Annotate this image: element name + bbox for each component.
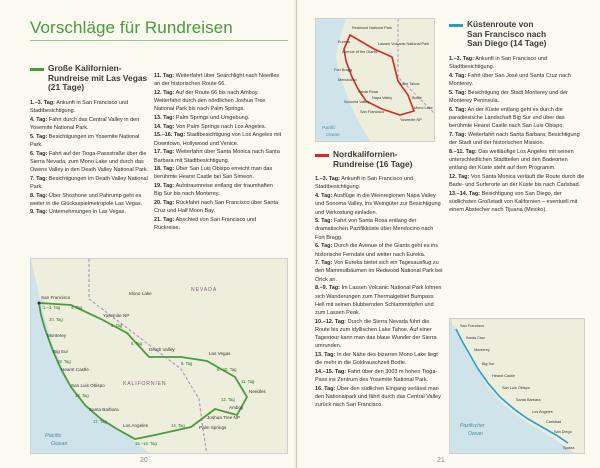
- day-description: Weiterfahrt über Santa Monica nach Santa Barbara mit Stadtbesichtigung.: [154, 149, 280, 164]
- day-marker: 6. Tag: [131, 341, 143, 346]
- itinerary-day: [449, 148, 585, 173]
- place-label: Hearst Castle: [61, 367, 89, 372]
- day-label: 8.–9. Tag:: [315, 285, 340, 292]
- day-marker: 8. Tag: [181, 361, 193, 366]
- day-description: Abschied von San Francisco und Rückreise.: [154, 216, 257, 232]
- place-label: Mono Lake: [129, 291, 152, 296]
- itinerary-day: [315, 351, 443, 367]
- place-label: San Diego: [554, 430, 572, 434]
- place-label: Santa Barbara: [516, 398, 541, 402]
- day-description: Von Eureka bietet sich ein Tagesausflug zu den Mammutbäumen im Redwood National Park bei Orick an.: [315, 260, 443, 283]
- region-label: KALIFORNIEN: [123, 381, 167, 387]
- day-label: 21. Tag:: [154, 216, 175, 223]
- day-description: Fahrt auf der Tioga-Passstraße über die Sierra Nevada, zum Mono Lake und durch das Owens Valley in den Death Valley National Park.: [30, 150, 149, 173]
- itinerary-day: [30, 175, 150, 191]
- day-label: 4. Tag:: [315, 193, 333, 200]
- itinerary-day: [154, 123, 282, 131]
- route3-heading: [449, 20, 585, 49]
- page-number-right: 21: [437, 457, 445, 464]
- itinerary-day: [449, 106, 585, 131]
- place-label: Yosemite NP: [103, 313, 130, 318]
- itinerary-day: [154, 114, 282, 122]
- day-description: Ankunft in San Francisco und Stadtbesichtigung.: [449, 55, 548, 70]
- day-label: 1.–3. Tag:: [449, 55, 474, 62]
- title-rule: [30, 40, 288, 41]
- place-label: San Francisco: [460, 324, 485, 328]
- book-spine-shadow: [294, 0, 300, 468]
- day-marker: 12. Tag: [221, 397, 235, 402]
- day-marker: 15.–16. Tag: [135, 441, 157, 446]
- day-description: Von Palm Springs nach Los Angeles.: [174, 123, 267, 130]
- day-description: Über den südlichen Eingang verlässt man den Nationalpark und fährt durch das Central Valley zurück nach San Francisco.: [315, 385, 441, 409]
- route2-name-line1: Nordkalifornien-: [333, 149, 398, 159]
- day-description: Rückfahrt nach San Francisco über Santa Cruz und Half Moon Bay.: [154, 200, 279, 215]
- day-label: 7. Tag:: [315, 260, 333, 267]
- route2-color-bar: [315, 154, 329, 157]
- day-label: 6. Tag:: [315, 243, 333, 250]
- itinerary-day: [449, 190, 585, 215]
- place-label: Yosemite NP: [400, 118, 422, 122]
- place-label: Death Valley: [149, 347, 175, 352]
- day-label: 17. Tag:: [154, 149, 175, 156]
- route1-name-line2: Rundreise mit Las Vegas: [48, 72, 148, 83]
- north-map-svg: [316, 19, 435, 142]
- day-marker: 9.–10. Tag: [217, 367, 237, 372]
- route2-heading: [315, 150, 443, 169]
- day-label: 6. Tag:: [30, 150, 48, 157]
- ocean-label-1: Pacific: [322, 125, 336, 130]
- day-description: Besichtigung der Stadt Monterey und der Monterey Peninsula.: [449, 89, 568, 104]
- day-label: 1.–3. Tag:: [30, 99, 55, 106]
- california-map: [30, 258, 288, 454]
- place-label: Bodie: [412, 96, 422, 100]
- place-label: Mono Lake: [414, 106, 433, 110]
- itinerary-day: [449, 55, 585, 71]
- day-description: Besichtigung von San Diego, der südlichsten Großstadt von Kalifornien – eventuell mit einem Abstecher nach Tijuana (Mexiko).: [449, 190, 578, 213]
- day-description: Durch die Avenue of the Giants geht es ins historische Ferndale und weiter nach Eureka.: [315, 243, 439, 258]
- day-label: 16. Tag:: [315, 385, 336, 392]
- day-label: 7. Tag:: [30, 175, 48, 182]
- day-description: Palm Springs und Umgebung.: [174, 115, 250, 122]
- day-description: Von Santa Monica verläuft die Route durch die Bade- und Surferorte an der Küste bis nach Carlsbad.: [449, 173, 585, 188]
- day-label: 19. Tag:: [154, 183, 175, 190]
- ocean-label-2: Ozean: [468, 431, 483, 437]
- ocean-label-1: Pacific: [45, 433, 62, 439]
- route1-heading: [30, 64, 150, 93]
- day-description: Fahrt durch das Central Valley in den Yosemite National Park.: [30, 116, 140, 131]
- place-label: Joshua Tree NP: [207, 415, 240, 420]
- place-label: Las Vegas: [209, 351, 231, 356]
- place-label: Los Angeles: [123, 423, 149, 428]
- itinerary-day: [154, 72, 282, 88]
- day-description: Weiterfahrt über Searchlight nach Needles an der historischen Route 66.: [154, 73, 280, 88]
- place-label: Carlsbad: [546, 420, 562, 424]
- day-description: Stadtbesichtigung von Los Angeles mit Downtown, Hollywood und Venice.: [154, 132, 282, 147]
- day-description: Über San Luis Obispo erreicht man das berühmte Hearst Castle bei San Simeon.: [154, 166, 273, 181]
- place-label: Monterey: [474, 348, 490, 352]
- route3-name-line2: San Francisco nach: [467, 28, 547, 39]
- day-label: 12. Tag:: [154, 89, 175, 96]
- place-label: Monterey: [47, 333, 67, 338]
- route1-column-1: [30, 64, 150, 217]
- route1-color-bar: [30, 68, 44, 71]
- day-description: Unternehmungen in Las Vegas.: [47, 209, 126, 216]
- itinerary-day: [154, 216, 282, 232]
- day-description: In der Nähe des bizarren Mono Lake liegt die mehr in die Goldrauschzeit Bodie.: [315, 351, 438, 367]
- place-label: San Francisco: [41, 295, 71, 300]
- day-label: 8.–11. Tag:: [449, 148, 477, 155]
- place-label: Lake Tahoe: [400, 82, 420, 86]
- day-description: Fahrt von Santa Rosa entlang der dramatischen Pazifikküste über Mendocino nach Fort Bragg.: [315, 218, 434, 241]
- day-description: Ankunft in San Francisco und Stadtbesichtigung.: [315, 176, 414, 191]
- page-title: Vorschläge für Rundreisen: [30, 18, 233, 37]
- day-description: Durch die Sierra Nevada führt die Route bis zum idyllischen Lake Tahoe. Auf einer Tagestour kann man das blaue Wunder der Sierra umrunden.: [315, 318, 437, 350]
- day-description: An der Küste entlang geht es durch die paradiesische Landschaft Big Sur und über das berühmte Hearst Castle nach San Luis Obispo.: [449, 106, 565, 129]
- itinerary-day: [154, 131, 282, 147]
- left-page: [0, 0, 297, 468]
- day-description: Fahrt über San José und Santa Cruz nach Monterey.: [449, 72, 571, 87]
- itinerary-day: [315, 368, 443, 384]
- day-description: Fahrt über den 3003 m hohen Tioga-Pass ins Zentrum des Yosemite National Park.: [315, 368, 438, 384]
- page-number-left: 20: [140, 457, 148, 464]
- place-label: Tijuana: [562, 446, 575, 450]
- day-label: 14. Tag:: [154, 123, 175, 130]
- day-marker: 19. Tag: [57, 359, 71, 364]
- day-description: Besichtigungen im Yosemite National Park.: [30, 133, 140, 148]
- north-california-map: [315, 18, 435, 142]
- place-label: Big Sur: [482, 362, 495, 366]
- route2-name-line2: Rundreise (16 Tage): [333, 158, 413, 169]
- place-label: Redwood National Park: [352, 26, 392, 30]
- itinerary-day: [315, 175, 443, 191]
- place-label: Sonoma Valley: [344, 100, 370, 104]
- day-label: 4. Tag:: [449, 72, 467, 79]
- place-label: Hearst Castle: [492, 374, 516, 378]
- day-label: 8. Tag:: [30, 192, 48, 199]
- place-label: San Luis Obispo: [71, 383, 105, 388]
- day-description: Ankunft in San Francisco und Stadtbesichtigung.: [30, 99, 129, 114]
- place-label: Mendocino: [338, 78, 357, 82]
- day-marker: 20. Tag: [49, 317, 63, 322]
- day-label: 9. Tag:: [30, 209, 48, 216]
- route3-days-list: [449, 55, 585, 214]
- day-marker: 11. Tag: [241, 379, 255, 384]
- place-label: Avenue of the Giants: [342, 50, 378, 54]
- place-label: Los Angeles: [532, 410, 553, 414]
- itinerary-day: [30, 99, 150, 115]
- route3-name-line3: San Diego (14 Tage): [467, 38, 547, 49]
- day-description: Im Lassen Volcanic National Park lohnen sich Wanderungen zum Thermalgebiet Bumpass Hell mit seinen blubbernden Schlammtöpfen und zum Lassen Peak.: [315, 285, 442, 316]
- day-label: 7. Tag:: [449, 131, 467, 138]
- day-marker: 4. Tag: [71, 305, 83, 310]
- itinerary-day: [154, 165, 282, 181]
- itinerary-day: [30, 192, 150, 208]
- day-label: 4. Tag:: [30, 116, 48, 123]
- coast-map-svg: [450, 319, 585, 454]
- place-label: San Francisco: [360, 110, 385, 114]
- day-description: Weiterfahrt nach Santa Barbara; Besichtigung der Stadt und der historischen Mission.: [449, 131, 580, 146]
- itinerary-day: [449, 173, 585, 189]
- day-marker: 18. Tag: [75, 393, 89, 398]
- place-label: Palm Springs: [199, 425, 227, 430]
- place-label: Santa Rosa: [358, 90, 378, 94]
- day-description: Besichtigungen im Death Valley National Park.: [30, 175, 148, 190]
- day-label: 5. Tag:: [449, 89, 467, 96]
- route1-column-2: [154, 72, 282, 233]
- place-label: Fort Bragg: [334, 68, 352, 72]
- ocean-label-1: Pazifischer: [460, 423, 485, 429]
- day-label: 13.–14. Tag:: [449, 190, 481, 197]
- itinerary-day: [315, 284, 443, 317]
- itinerary-day: [154, 199, 282, 215]
- itinerary-day: [449, 72, 585, 88]
- itinerary-day: [30, 116, 150, 132]
- route1-name-line1: Große Kalifornien-: [48, 63, 122, 73]
- itinerary-day: [154, 182, 282, 198]
- day-marker: 1.–3. Tag: [43, 305, 61, 310]
- day-label: 10.–12. Tag:: [315, 318, 347, 325]
- itinerary-day: [315, 242, 443, 258]
- itinerary-day: [30, 150, 150, 175]
- place-label: Santa Barbara: [89, 407, 119, 412]
- state-label: NEVADA: [191, 287, 218, 293]
- day-label: 13. Tag:: [315, 351, 336, 358]
- day-label: 20. Tag:: [154, 200, 175, 207]
- day-description: Ausflüge in die Weinregionen Napa Valley und Sonoma Valley, ins Weingüter zur Besichtigung und Verkostung einladen.: [315, 193, 441, 216]
- day-label: 18. Tag:: [154, 166, 175, 173]
- day-label: 14.–15. Tag:: [315, 368, 347, 375]
- place-label: Santa Cruz: [466, 336, 485, 340]
- day-label: 11. Tag:: [154, 73, 175, 79]
- day-label: 5. Tag:: [30, 133, 48, 140]
- day-label: 1.–3. Tag:: [315, 176, 340, 183]
- day-label: 5. Tag:: [315, 218, 333, 225]
- day-marker: 14. Tag: [171, 423, 185, 428]
- day-label: 6. Tag:: [449, 106, 467, 113]
- place-label: Big Sur: [53, 349, 69, 354]
- itinerary-day: [315, 385, 443, 410]
- day-label: 12. Tag:: [449, 173, 470, 180]
- itinerary-day: [449, 131, 585, 147]
- route1-name-line3: (21 Tage): [48, 82, 85, 93]
- california-map-svg: [31, 259, 288, 454]
- day-description: Auf der Route 66 bis nach Amboy. Weiterfahrt durch den nördlichen Joshua Tree National Park bis nach Palm Springs.: [154, 89, 266, 113]
- day-description: Autotraumreise entlang der traumhaften Big Sur bis nach Monterey.: [154, 183, 273, 198]
- route1-days-list-1: [30, 99, 150, 217]
- itinerary-day: [30, 133, 150, 149]
- place-label: Napa Valley: [372, 96, 393, 100]
- right-page: [297, 0, 600, 468]
- itinerary-day: [30, 208, 150, 216]
- itinerary-day: [315, 318, 443, 351]
- place-label: Needles: [249, 389, 266, 394]
- day-label: 15.–16. Tag:: [154, 132, 186, 139]
- route3-column: [449, 20, 585, 215]
- day-description: Über Shoshone und Pahrump geht es weiter in die Glücksspielmetropole Las Vegas.: [30, 192, 143, 207]
- place-label: San Luis Obispo: [502, 386, 530, 390]
- place-label: Eureka: [338, 40, 351, 44]
- itinerary-day: [315, 217, 443, 242]
- itinerary-day: [315, 259, 443, 284]
- itinerary-day: [154, 89, 282, 114]
- route2-days-list: [315, 175, 443, 409]
- route2-column: [315, 150, 443, 410]
- itinerary-day: [315, 192, 443, 217]
- coast-route-map: [449, 318, 585, 454]
- place-label: Amboy: [229, 405, 244, 410]
- day-marker: 17. Tag: [93, 419, 107, 424]
- itinerary-day: [449, 89, 585, 105]
- day-description: Das weitläufige Los Angeles mit seinen unterschiedlichen Stadtteilen und den Badeorten entlang der Küste steht auf dem Programm.: [449, 148, 574, 171]
- ocean-label-2: Ocean: [326, 132, 340, 137]
- route1-days-list-2: [154, 72, 282, 232]
- route3-color-bar: [449, 24, 463, 27]
- ocean-label-2: Ocean: [51, 441, 68, 447]
- place-label: Lassen Volcanic National Park: [378, 42, 430, 46]
- day-label: 13. Tag:: [154, 115, 175, 122]
- route3-name-line1: Küstenroute von: [467, 19, 534, 29]
- itinerary-day: [154, 148, 282, 164]
- day-marker: 5. Tag: [111, 323, 123, 328]
